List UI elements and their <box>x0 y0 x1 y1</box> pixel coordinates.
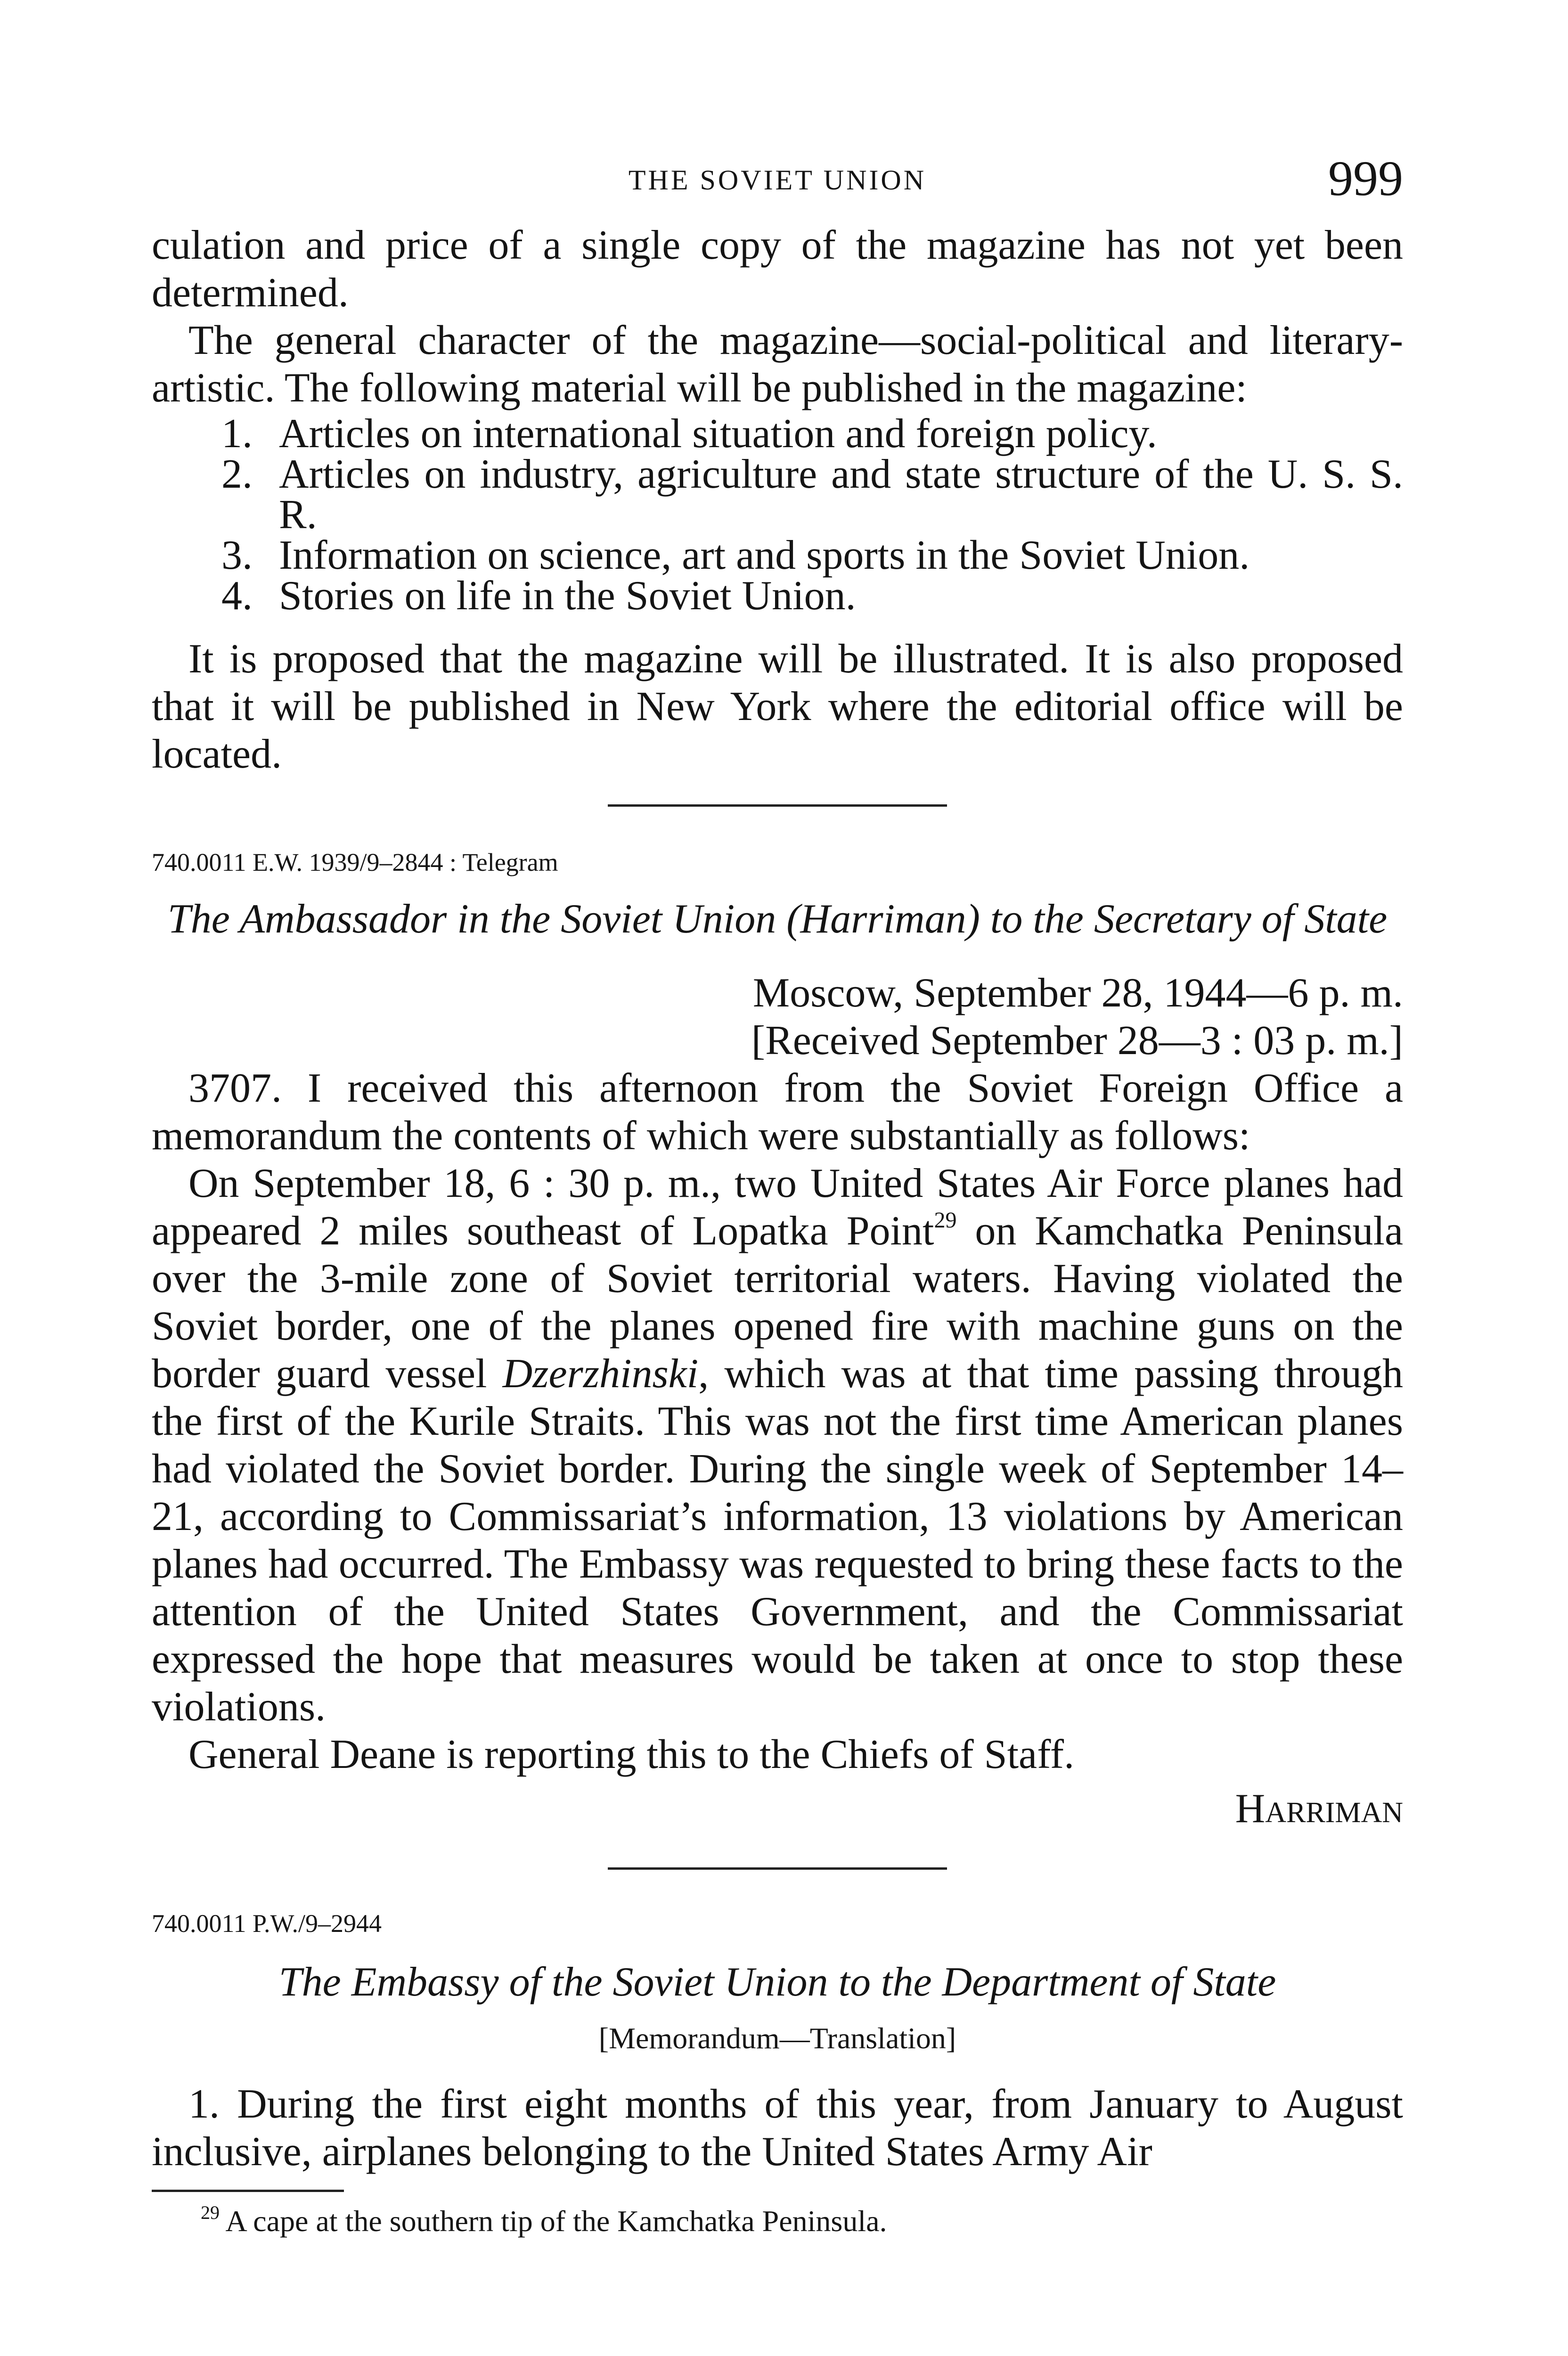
list-item <box>152 411 1403 457</box>
memorandum-paragraph: 1. During the first eight months of this year, from January to August inclusive, airplanes belonging to the United States Army Air <box>152 2081 1403 2175</box>
list-item-number: 3. <box>221 532 253 578</box>
footnote-divider <box>152 2190 344 2192</box>
received-line: [Received September 28—3 : 03 p. m.] <box>751 1018 1403 1063</box>
list-item-text: Articles on industry, agriculture and state structure of the U. S. S. R. <box>279 451 1403 538</box>
page-number: 999 <box>1328 151 1403 206</box>
page-header <box>152 141 1403 221</box>
signature: Harriman <box>1235 1786 1403 1832</box>
list-item-text: Articles on international situation and foreign policy. <box>279 411 1157 457</box>
list-item-text: Information on science, art and sports in the Soviet Union. <box>279 532 1250 578</box>
illustration-paragraph: It is proposed that the magazine will be illustrated. It is also proposed that it will be published in New York where the editorial office will be located. <box>152 636 1403 777</box>
section-divider <box>608 804 947 807</box>
running-head: THE SOVIET UNION <box>628 164 927 196</box>
memorandum-subhead: [Memorandum—Translation] <box>598 2021 956 2055</box>
section-divider <box>608 1867 947 1870</box>
file-number: 740.0011 P.W./9–2944 <box>152 1909 382 1938</box>
telegram-intro-paragraph: 3707. I received this afternoon from the Soviet Foreign Office a memorandum the contents of which were substantially as follows: <box>152 1065 1403 1159</box>
material-list <box>152 411 1403 619</box>
list-item-number: 2. <box>221 451 253 497</box>
continuation-paragraph: culation and price of a single copy of the magazine has not yet been determined. <box>152 222 1403 316</box>
document-page <box>152 141 1403 2240</box>
vessel-name: Dzerzhinski <box>502 1351 699 1397</box>
list-item <box>152 451 1403 538</box>
magazine-character-paragraph: The general character of the magazine—social-political and literary-artistic. The following material will be published in the magazine: <box>152 318 1403 411</box>
document-title: The Ambassador in the Soviet Union (Harriman) to the Secretary of State <box>167 896 1388 942</box>
footnote-text: A cape at the southern tip of the Kamchatka Peninsula. <box>225 2204 887 2238</box>
list-item <box>152 532 1403 578</box>
footnote <box>152 2202 1403 2240</box>
list-item-number: 1. <box>221 411 253 457</box>
list-item-text: Stories on life in the Soviet Union. <box>279 573 856 619</box>
telegram-body-paragraph: On September 18, 6 : 30 p. m., two United States Air Force planes had appeared 2 miles southeast of Lopatka Point$^{29}$ on Kamchatka Peninsula over the 3-mile zone of Soviet territorial waters. Having violated the Soviet border, one of the planes opened fire with machine guns on the border guard vessel Dzerzhinski, which was at that time passing through the first of the Kurile Straits. This was not the first time American planes had violated the Soviet border. During the single week of September 14–21, according to Commissariat’s information, 13 violations by American planes had occurred. The Embassy was requested to bring these facts to the attention of the United States Government, and the Commissariat expressed the hope that measures would be taken at once to stop these violations. <box>152 1161 1404 1730</box>
document-title: The Embassy of the Soviet Union to the Department of State <box>278 1959 1276 2005</box>
dateline: Moscow, September 28, 1944—6 p. m. <box>752 970 1403 1016</box>
list-item-number: 4. <box>221 573 253 619</box>
telegram-closing-paragraph: General Deane is reporting this to the Chiefs of Staff. <box>188 1732 1075 1777</box>
footnote-marker: 29 <box>201 2202 220 2223</box>
footnote-reference: 29 <box>934 1208 957 1233</box>
list-item <box>152 573 1403 619</box>
file-number: 740.0011 E.W. 1939/9–2844 : Telegram <box>152 848 558 876</box>
